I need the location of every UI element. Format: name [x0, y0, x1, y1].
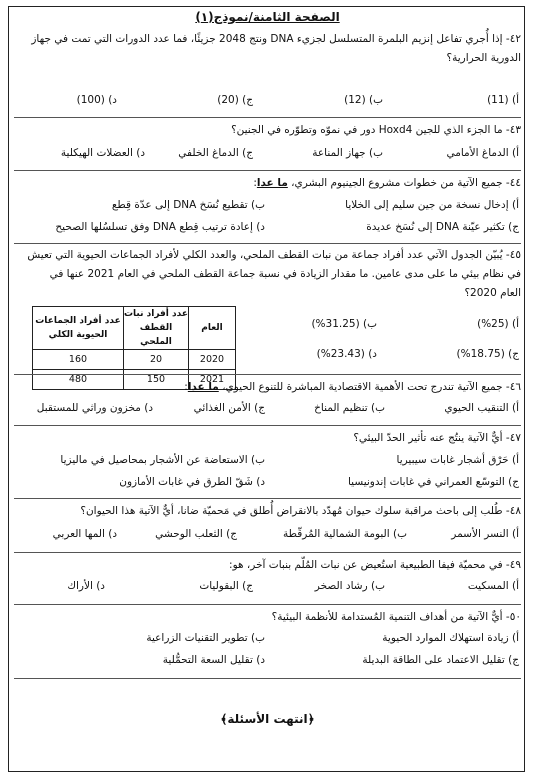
q44-option-b[interactable]: ب) تقطيع نُسَخ DNA إلى عدّة قِطع	[111, 199, 265, 211]
q42-option-d[interactable]: د) (100)	[76, 94, 117, 106]
q43-option-c[interactable]: ج) الدماغ الخلفي	[178, 147, 253, 159]
separator	[14, 604, 521, 605]
separator	[14, 374, 521, 375]
q46-option-a[interactable]: أ) التنقيب الحيوي	[444, 402, 519, 414]
question-44-stem	[14, 174, 521, 193]
question-47-stem: ٤٧- أيٌّ الآتية ينتُج عنه تأثير الحدّ البيئي؟	[353, 432, 521, 444]
q49-option-d[interactable]: د) الأراك	[67, 580, 105, 592]
separator	[14, 552, 521, 553]
question-42-stem: ٤٢- إذا أُجري تفاعل إنزيم البلمرة المتسلسل لجزيء DNA ونتج 2048 جزيئًا، فما عدد الدورات التي تمت في جهاز الدورية الحرارية؟	[31, 33, 521, 64]
q46-option-c[interactable]: ج) الأمن الغذائي	[193, 402, 265, 414]
question-49-stem: ٤٩- في محميّة فيفا الطبيعية استُعيض عن نبات المُلّم بنبات آخر، هو:	[229, 559, 521, 571]
table-cell: 160	[33, 350, 124, 370]
q48-option-a[interactable]: أ) النسر الأسمر	[451, 528, 519, 540]
question-44	[14, 174, 521, 193]
question-45-stem-line1: ٤٥- يُبيّن الجدول الآتي عدد أفراد جماعة من نبات القطف الملحي، والعدد الكلي لأفراد الجماعات الحيوية التي تعيش	[27, 249, 521, 261]
table-header-total-count: عدد أفراد الجماعات الحيوية الكلي	[33, 307, 124, 350]
table-cell: 20	[124, 350, 189, 370]
q46-option-d[interactable]: د) مخزون وراثي للمستقبل	[36, 402, 153, 414]
table-row	[33, 350, 236, 370]
q45-option-c[interactable]: ج) (18.75%)	[456, 348, 519, 360]
q44-option-c[interactable]: ج) تكثير عيّنة DNA إلى نُسَخ عديدة	[366, 221, 519, 233]
question-50-stem: ٥٠- أيٌّ الآتية من أهداف التنمية المُستدامة للأنظمة البيئية؟	[271, 611, 521, 623]
stem-colon: :	[253, 177, 257, 189]
question-47	[14, 429, 521, 448]
separator	[14, 425, 521, 426]
q49-option-a[interactable]: أ) المسكيت	[467, 580, 519, 592]
question-49	[14, 556, 521, 575]
q50-option-d[interactable]: د) تقليل السعة التحمُّلية	[162, 654, 265, 666]
q44-option-a[interactable]: أ) إدخال نسخة من جين سليم إلى الخلايا	[345, 199, 519, 211]
table-cell: 2020	[189, 350, 236, 370]
table-cell: 2021	[189, 370, 236, 390]
q45-option-a[interactable]: أ) (25%)	[477, 318, 519, 330]
table-cell: 480	[33, 370, 124, 390]
question-50	[14, 608, 521, 627]
stem-colon: :	[184, 381, 188, 393]
q42-option-c[interactable]: ج) (20)	[217, 94, 253, 106]
q48-option-c[interactable]: ج) الثعلب الوحشي	[155, 528, 237, 540]
q43-option-b[interactable]: ب) جهاز المناعة	[312, 147, 383, 159]
q50-option-a[interactable]: أ) زيادة استهلاك الموارد الحيوية	[382, 632, 519, 644]
question-45	[14, 246, 521, 303]
separator	[14, 243, 521, 244]
question-42	[14, 30, 521, 68]
page-title: الصفحة الثامنة/نموذج(١)	[195, 10, 340, 24]
question-46	[14, 378, 521, 397]
question-45-stem-line2: في نظام بيئي ما على مدى عامين. ما مقدار الزيادة في نسبة جماعة القطف الملحي في العام 2021 عنها في	[49, 268, 521, 280]
q45-option-b[interactable]: ب) (31.25%)	[311, 318, 377, 330]
except-emphasis: ما عدا	[187, 381, 219, 393]
separator	[14, 498, 521, 499]
q48-option-d[interactable]: د) المها العربي	[52, 528, 117, 540]
q48-option-b[interactable]: ب) البومة الشمالية المُرقّطة	[283, 528, 407, 540]
q43-option-a[interactable]: أ) الدماغ الأمامي	[446, 147, 519, 159]
table-header-year: العام	[189, 307, 236, 350]
q47-option-d[interactable]: د) شَقّ الطرق في غابات الأمازون	[119, 476, 265, 488]
q47-option-c[interactable]: ج) التوسّع العمراني في غابات إندونيسيا	[347, 476, 519, 488]
question-45-stem-line3: العام 2020؟	[464, 287, 521, 299]
question-48-stem: ٤٨- طُلب إلى باحث مراقبة سلوك حيوان مُهدّد بالانقراض أُطلق في مَحميّة ضانا، أيٌّ الآتية هذا الحيوان؟	[80, 505, 521, 517]
q49-option-b[interactable]: ب) رشاد الصخر	[314, 580, 385, 592]
q44-option-d[interactable]: د) إعادة ترتيب قِطع DNA وفق تسلسُلها الصحيح	[55, 221, 265, 233]
question-48	[14, 502, 521, 521]
q49-option-c[interactable]: ج) البقوليات	[199, 580, 253, 592]
q47-option-b[interactable]: ب) الاستعاضة عن الأشجار بمحاصيل في ماليزيا	[60, 454, 265, 466]
q42-option-a[interactable]: أ) (11)	[487, 94, 519, 106]
q46-option-b[interactable]: ب) تنظيم المناخ	[314, 402, 385, 414]
separator	[14, 117, 521, 118]
q47-option-a[interactable]: أ) حَرْق أشجار غابات سيبيريا	[396, 454, 519, 466]
q50-option-c[interactable]: ج) تقليل الاعتماد على الطاقة البديلة	[362, 654, 519, 666]
question-46-stem	[14, 378, 521, 397]
table-header-plant-count: عدد أفراد نبات القطف الملحي	[124, 307, 189, 350]
except-emphasis: ما عدا	[256, 177, 288, 189]
separator	[14, 170, 521, 171]
table-cell: 150	[124, 370, 189, 390]
question-46-stem-text: ٤٦- جميع الآتية تندرج تحت الأهمية الاقتصادية المباشرة للتنوع الحيوي،	[218, 381, 521, 393]
question-43	[14, 121, 521, 140]
question-44-stem-text: ٤٤- جميع الآتية من خطوات مشروع الجينيوم البشري،	[287, 177, 521, 189]
q43-option-d[interactable]: د) العضلات الهيكلية	[60, 147, 145, 159]
q50-option-b[interactable]: ب) تطوير التقنيات الزراعية	[146, 632, 265, 644]
q45-option-d[interactable]: د) (23.43%)	[316, 348, 377, 360]
q42-option-b[interactable]: ب) (12)	[344, 94, 383, 106]
end-of-questions-note: ﴿انتهت الأسئلة﴾	[220, 712, 315, 726]
separator	[14, 678, 521, 679]
question-43-stem: ٤٣- ما الجزء الذي للجين Hoxd4 دور في نموّه وتطوّره في الجنين؟	[231, 124, 521, 136]
